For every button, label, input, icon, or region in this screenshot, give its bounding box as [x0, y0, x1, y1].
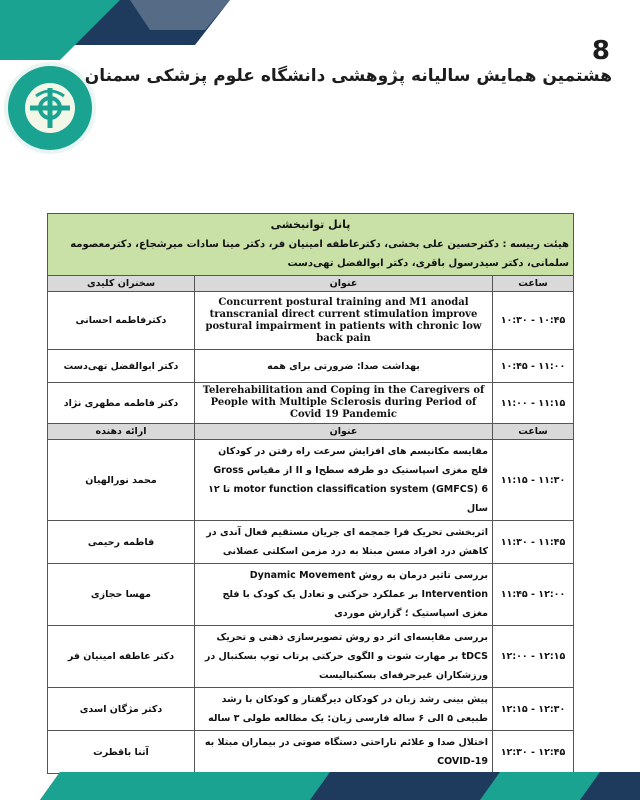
table-row: [48, 350, 574, 383]
logo-emblem-icon: [8, 66, 92, 150]
time-cell: ۱۱:۴۵ - ۱۲:۰۰: [493, 564, 574, 626]
table-row: [48, 564, 574, 626]
time-cell: ۱۲:۱۵ - ۱۲:۳۰: [493, 688, 574, 731]
table-row: [48, 521, 574, 564]
speaker-cell: محمد نورالهیان: [48, 440, 195, 521]
col-time: ساعت: [493, 424, 574, 440]
col-title: عنوان: [195, 276, 493, 292]
speaker-cell: دکتر عاطفه امینیان فر: [48, 626, 195, 688]
table-row: [48, 626, 574, 688]
corner-decoration: [0, 0, 240, 60]
col-speaker: ارائه دهنده: [48, 424, 195, 440]
page-number: 8: [591, 36, 610, 66]
title-cell: پیش بینی رشد زبان در کودکان دیرگفتار و کودکان با رشد طبیعی ۵ الی ۶ ساله فارسی زبان: یک مطالعه طولی ۳ ساله: [195, 688, 493, 731]
col-time: ساعت: [493, 276, 574, 292]
time-cell: ۱۱:۱۵ - ۱۱:۳۰: [493, 440, 574, 521]
time-cell: ۱۲:۳۰ - ۱۲:۴۵: [493, 731, 574, 774]
title-cell: بررسی مقایسه‌ای اثر دو روش تصویرسازی ذهنی و تحریک tDCS بر مهارت شوت و الگوی حرکتی پرتاب توپ بسکتبال در ورزشکاران غیرحرفه‌ای بسکتبالیست: [195, 626, 493, 688]
speaker-cell: دکتر مژگان اسدی: [48, 688, 195, 731]
time-cell: ۱۰:۳۰ - ۱۰:۴۵: [493, 292, 574, 350]
university-logo: [4, 62, 96, 154]
table-row: [48, 440, 574, 521]
time-cell: ۱۰:۴۵ - ۱۱:۰۰: [493, 350, 574, 383]
speaker-cell: دکتر فاطمه مطهری نژاد: [48, 383, 195, 424]
time-cell: ۱۱:۰۰ - ۱۱:۱۵: [493, 383, 574, 424]
speaker-cell: فاطمه رحیمی: [48, 521, 195, 564]
presentation-header-row: [48, 424, 574, 440]
speaker-cell: دکتر ابوالفضل تهی‌دست: [48, 350, 195, 383]
time-cell: ۱۱:۳۰ - ۱۱:۴۵: [493, 521, 574, 564]
title-cell: مقایسه مکانیسم های افزایش سرعت راه رفتن در کودکان فلج مغزی اسپاستیک دو طرفه سطحI و II از مقیاس Gross motor function classification system (GMFCS) 6 تا ۱۲ سال: [195, 440, 493, 521]
col-title: عنوان: [195, 424, 493, 440]
speaker-cell: آتنا باقطرت: [48, 731, 195, 774]
keynote-header-row: [48, 276, 574, 292]
schedule-table: [47, 213, 574, 774]
title-cell: اثربخشی تحریک فرا جمجمه ای جریان مستقیم فعال آندی در کاهش درد افراد مسن مبتلا به درد مزمن اسکلتی عضلانی: [195, 521, 493, 564]
panel-name: پانل توانبخشی: [270, 218, 351, 231]
speaker-cell: مهسا حجازی: [48, 564, 195, 626]
title-cell: اختلال صدا و علائم ناراحتی دستگاه صوتی در بیماران مبتلا به COVID-19: [195, 731, 493, 774]
conference-title: هشتمین همایش سالیانه پژوهشی دانشگاه علوم پزشکی سمنان: [84, 66, 612, 86]
table-row: [48, 383, 574, 424]
title-cell: Concurrent postural training and M1 anodal transcranial direct current stimulation improve postural impairment in patients with chronic low back pain: [195, 292, 493, 350]
speaker-cell: دکترفاطمه احسانی: [48, 292, 195, 350]
col-speaker: سخنران کلیدی: [48, 276, 195, 292]
panel-header: [48, 214, 574, 276]
time-cell: ۱۲:۰۰ - ۱۲:۱۵: [493, 626, 574, 688]
table-row: [48, 292, 574, 350]
title-cell: Telerehabilitation and Coping in the Caregivers of People with Multiple Sclerosis during Period of Covid 19 Pandemic: [195, 383, 493, 424]
title-cell: بررسی تاثیر درمان به روش Dynamic Movement Intervention بر عملکرد حرکتی و تعادل یک کودک با فلج مغزی اسپاستیک ؛ گزارش موردی: [195, 564, 493, 626]
footer-decoration: [0, 762, 640, 800]
table-row: [48, 688, 574, 731]
title-cell: بهداشت صدا: ضرورتی برای همه: [195, 350, 493, 383]
panel-chairs: هیئت رییسه : دکترحسین علی بخشی، دکترعاطفه امینیان فر، دکتر مینا سادات میرشجاع، دکترمعصومه سلمانی، دکتر سیدرسول باقری، دکتر ابوالفضل تهی‌دست: [70, 239, 569, 269]
